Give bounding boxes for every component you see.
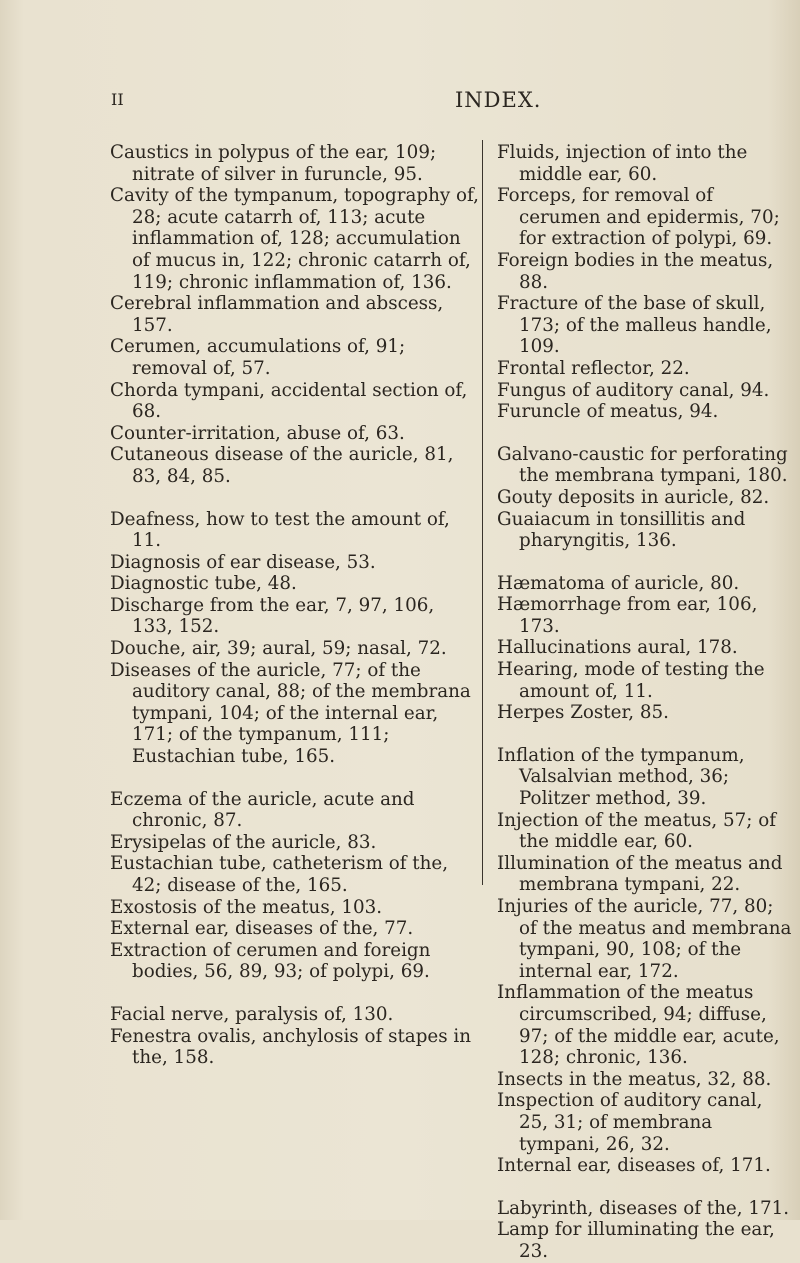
- index-entry: Exostosis of the meatus, 103.: [110, 896, 383, 918]
- index-entry: Hæmatoma of auricle, 80.: [497, 572, 740, 594]
- index-entry: Douche, air, 39; aural, 59; nasal, 72.: [110, 638, 447, 660]
- index-entry: Cutaneous disease of the auricle, 81, 83, 84, 85.: [110, 444, 454, 487]
- left-column: [110, 142, 480, 1069]
- right-column: [497, 142, 797, 1263]
- index-entry: Facial nerve, paralysis of, 130.: [110, 1003, 394, 1025]
- index-entry: Inflammation of the meatus circumscribed, 94; diffuse, 97; of the middle ear, acute, 128; chronic, 136.: [497, 982, 780, 1069]
- index-entry: External ear, diseases of the, 77.: [110, 918, 414, 940]
- index-entry: Illumination of the meatus and membrana tympani, 22.: [497, 852, 783, 896]
- index-entry: Fracture of the base of skull, 173; of the malleus handle, 109.: [497, 293, 772, 358]
- index-entry: Counter-irritation, abuse of, 63.: [110, 422, 405, 444]
- index-entry: Eczema of the auricle, acute and chronic, 87.: [110, 788, 415, 832]
- index-entry: Chorda tympani, accidental section of, 68.: [110, 379, 468, 423]
- index-entry: Labyrinth, diseases of the, 171.: [497, 1197, 790, 1219]
- index-entry: Fluids, injection of into the middle ear, 60.: [497, 142, 748, 185]
- index-entry: Hallucinations aural, 178.: [497, 637, 738, 659]
- index-entry: Eustachian tube, catheterism of the, 42; disease of the, 165.: [110, 853, 449, 896]
- index-entry: Gouty deposits in auricle, 82.: [497, 486, 770, 508]
- page-number: II: [111, 90, 124, 109]
- index-entry: Diagnosis of ear disease, 53.: [110, 551, 376, 573]
- index-entry: Extraction of cerumen and foreign bodies, 56, 89, 93; of polypi, 69.: [110, 939, 431, 983]
- index-entry: Insects in the meatus, 32, 88.: [497, 1068, 772, 1090]
- index-entry: Injection of the meatus, 57; of the middle ear, 60.: [497, 809, 777, 853]
- index-entry: Fungus of auditory canal, 94.: [497, 379, 770, 401]
- index-entry: Diseases of the auricle, 77; of the auditory canal, 88; of the membrana tympani, 104; of the internal ear, 171; of the tympanum, 111; Eustachian tube, 165.: [110, 659, 471, 768]
- index-entry: Hæmorrhage from ear, 106, 173.: [497, 594, 758, 637]
- index-entry: Cerumen, accumulations of, 91; removal of, 57.: [110, 336, 406, 379]
- index-entry: Guaiacum in tonsillitis and pharyngitis, 136.: [497, 508, 746, 552]
- index-entry: Inflation of the tympanum, Valsalvian method, 36; Politzer method, 39.: [497, 744, 745, 810]
- index-entry: Herpes Zoster, 85.: [497, 702, 669, 724]
- index-entry: Diagnostic tube, 48.: [110, 573, 297, 595]
- index-entry: Fenestra ovalis, anchylosis of stapes in the, 158.: [110, 1025, 472, 1069]
- page-title: INDEX.: [455, 88, 542, 112]
- column-divider: [482, 140, 483, 885]
- index-entry: Hearing, mode of testing the amount of, 11.: [497, 659, 765, 702]
- index-entry: Inspection of auditory canal, 25, 31; of membrana tympani, 26, 32.: [497, 1090, 763, 1155]
- page-header: [0, 88, 800, 118]
- index-entry: Forceps, for removal of cerumen and epidermis, 70; for extraction of polypi, 69.: [497, 185, 780, 250]
- index-entry: Deafness, how to test the amount of, 11.: [110, 508, 450, 552]
- index-entry: Lamp for illuminating the ear, 23.: [497, 1219, 775, 1262]
- index-entry: Frontal reflector, 22.: [497, 357, 690, 379]
- index-entry: Cerebral inflammation and abscess, 157.: [110, 293, 444, 336]
- index-entry: Erysipelas of the auricle, 83.: [110, 831, 377, 853]
- index-entry: Internal ear, diseases of, 171.: [497, 1155, 771, 1177]
- index-entry: Cavity of the tympanum, topography of, 28; acute catarrh of, 113; acute inflammation of, 128; accumulation of mucus in, 122; chronic catarrh of, 119; chronic inflammation of, 136.: [110, 185, 479, 293]
- index-entry: Galvano-caustic for perforating the membrana tympani, 180.: [497, 443, 788, 487]
- index-entry: Furuncle of meatus, 94.: [497, 401, 719, 423]
- index-entry: Discharge from the ear, 7, 97, 106, 133, 152.: [110, 594, 435, 638]
- index-entry: Foreign bodies in the meatus, 88.: [497, 249, 774, 293]
- index-entry: Injuries of the auricle, 77, 80; of the meatus and membrana tympani, 90, 108; of the internal ear, 172.: [497, 896, 792, 982]
- index-entry: Caustics in polypus of the ear, 109; nitrate of silver in furuncle, 95.: [110, 142, 437, 185]
